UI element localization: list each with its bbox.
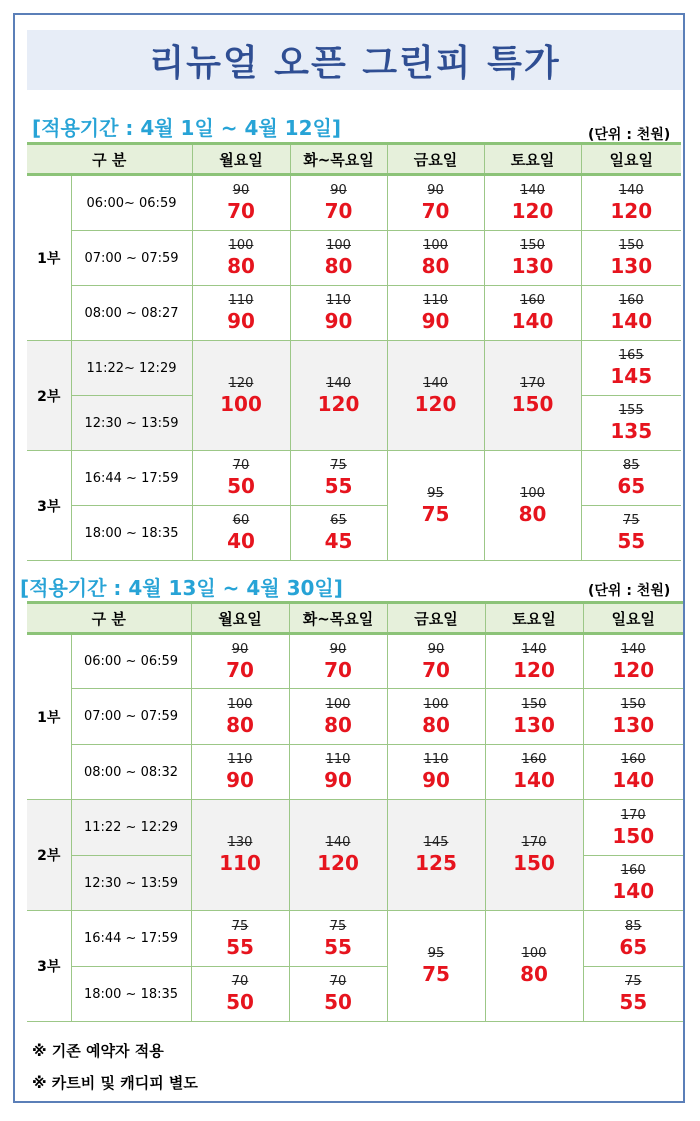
new-price: 90 (226, 768, 254, 792)
price-cell (583, 800, 683, 856)
new-price: 140 (513, 768, 555, 792)
old-price: 60 (232, 513, 250, 528)
new-price: 55 (617, 529, 646, 553)
price-cell (581, 451, 681, 506)
new-price: 80 (518, 501, 547, 526)
price-cell (290, 506, 387, 561)
price-cell (484, 451, 581, 561)
old-price: 90 (330, 183, 347, 198)
price-cell (581, 341, 681, 396)
price-cell (290, 286, 387, 341)
old-price: 100 (521, 946, 547, 961)
old-price: 100 (423, 238, 448, 253)
new-price: 80 (324, 254, 353, 278)
price-cell (485, 689, 583, 745)
new-price: 80 (324, 712, 352, 737)
new-price: 65 (617, 474, 646, 498)
price-cell (289, 800, 387, 911)
old-price: 140 (520, 183, 545, 198)
header-sun: 일요일 (581, 144, 681, 175)
table-row (27, 175, 681, 231)
new-price: 90 (421, 309, 450, 333)
price-cell (484, 175, 581, 231)
new-price: 55 (226, 934, 254, 959)
old-price: 110 (228, 293, 254, 308)
price-cell (583, 967, 683, 1022)
price-cell (290, 175, 387, 231)
new-price: 150 (513, 851, 555, 875)
new-price: 140 (612, 768, 655, 792)
old-price: 110 (423, 752, 449, 767)
header-fri: 금요일 (387, 144, 484, 175)
table-row (27, 967, 683, 1022)
table-row (27, 911, 683, 967)
new-price: 140 (511, 309, 554, 333)
new-price: 50 (226, 990, 254, 1014)
old-price: 170 (521, 835, 547, 850)
old-price: 160 (620, 752, 646, 767)
price-cell (485, 800, 583, 911)
old-price: 120 (228, 375, 254, 391)
price-cell (191, 634, 289, 689)
header-mon: 월요일 (192, 144, 290, 175)
price-cell (387, 451, 484, 561)
price-cell (192, 231, 290, 286)
price-cell (583, 911, 683, 967)
old-price: 75 (622, 513, 640, 528)
new-price: 80 (421, 254, 450, 278)
price-cell (581, 396, 681, 451)
old-price: 90 (329, 641, 347, 657)
old-price: 90 (427, 641, 445, 657)
new-price: 130 (610, 254, 653, 278)
old-price: 140 (326, 375, 351, 391)
price-cell (581, 286, 681, 341)
old-price: 70 (329, 974, 347, 989)
new-price: 130 (513, 712, 555, 737)
table-row (27, 745, 683, 800)
new-price: 70 (324, 199, 353, 223)
time-slot: 07:00 ~ 07:59 (71, 231, 192, 286)
price-cell (191, 745, 289, 800)
new-price: 90 (324, 309, 353, 333)
new-price: 70 (324, 657, 352, 682)
new-price: 90 (422, 768, 450, 792)
new-price: 80 (422, 712, 450, 737)
time-slot: 16:44 ~ 17:59 (71, 911, 191, 967)
new-price: 75 (421, 501, 450, 526)
title-banner (27, 30, 683, 90)
old-price: 100 (423, 696, 449, 712)
old-price: 140 (521, 641, 547, 657)
price-cell (192, 506, 290, 561)
new-price: 120 (317, 851, 359, 875)
old-price: 160 (620, 863, 646, 878)
table-row (27, 451, 681, 506)
old-price: 75 (624, 974, 642, 989)
price-cell (583, 634, 683, 689)
old-price: 100 (228, 238, 254, 253)
unit-label-1: (단위 : 천원) (588, 127, 671, 143)
header-category: 구 분 (27, 144, 192, 175)
price-cell (192, 175, 290, 231)
header-sat: 토요일 (484, 144, 581, 175)
new-price: 125 (415, 851, 457, 875)
price-cell (387, 911, 485, 1022)
old-price: 150 (521, 696, 547, 712)
period-1: [적용기간 : 4월 1일 ~ 4월 12일] (32, 116, 341, 140)
price-cell (583, 689, 683, 745)
old-price: 75 (329, 918, 347, 934)
new-price: 90 (324, 768, 352, 792)
new-price: 140 (612, 879, 655, 903)
old-price: 90 (231, 641, 249, 657)
price-cell (387, 634, 485, 689)
old-price: 140 (620, 641, 646, 657)
price-cell (484, 341, 581, 451)
new-price: 120 (612, 657, 655, 682)
price-cell (387, 689, 485, 745)
old-price: 75 (231, 918, 249, 934)
table-row (27, 231, 681, 286)
new-price: 70 (421, 199, 450, 223)
old-price: 150 (620, 696, 646, 712)
new-price: 55 (619, 990, 648, 1014)
table-row (27, 689, 683, 745)
new-price: 130 (511, 254, 554, 278)
part-label: 1부 (27, 175, 71, 341)
old-price: 165 (618, 348, 644, 363)
time-slot: 11:22~ 12:29 (71, 341, 192, 396)
new-price: 70 (226, 657, 254, 682)
price-cell (192, 286, 290, 341)
new-price: 80 (227, 254, 255, 278)
new-price: 150 (612, 823, 655, 848)
old-price: 110 (326, 293, 351, 308)
time-slot: 08:00 ~ 08:32 (71, 745, 191, 800)
time-slot: 06:00 ~ 06:59 (71, 634, 191, 689)
old-price: 100 (227, 696, 253, 712)
time-slot: 18:00 ~ 18:35 (71, 506, 192, 561)
price-cell (387, 175, 484, 231)
old-price: 90 (232, 183, 250, 198)
new-price: 55 (324, 934, 352, 959)
new-price: 90 (227, 309, 255, 333)
part-label: 2부 (27, 800, 71, 911)
old-price: 95 (427, 485, 444, 501)
old-price: 140 (618, 183, 644, 198)
new-price: 120 (511, 199, 554, 223)
new-price: 75 (422, 962, 450, 986)
old-price: 100 (326, 238, 351, 253)
new-price: 70 (227, 199, 255, 223)
price-cell (583, 856, 683, 911)
price-cell (581, 231, 681, 286)
price-cell (191, 911, 289, 967)
part-label: 2부 (27, 341, 71, 451)
price-cell (289, 634, 387, 689)
old-price: 90 (427, 183, 444, 198)
header-mon: 월요일 (191, 603, 289, 634)
old-price: 85 (622, 458, 640, 473)
price-cell (289, 745, 387, 800)
table-row (27, 286, 681, 341)
time-slot: 11:22 ~ 12:29 (71, 800, 191, 856)
time-slot: 12:30 ~ 13:59 (71, 396, 192, 451)
old-price: 155 (618, 403, 644, 418)
header-fri: 금요일 (387, 603, 485, 634)
old-price: 140 (423, 375, 448, 391)
price-cell (484, 231, 581, 286)
time-slot: 16:44 ~ 17:59 (71, 451, 192, 506)
new-price: 50 (227, 474, 255, 498)
new-price: 50 (324, 990, 352, 1014)
new-price: 130 (612, 712, 655, 737)
new-price: 140 (610, 309, 653, 333)
table-row (27, 506, 681, 561)
old-price: 70 (231, 974, 249, 989)
price-cell (192, 451, 290, 506)
new-price: 80 (520, 962, 548, 986)
old-price: 110 (325, 752, 351, 767)
new-price: 110 (219, 851, 261, 875)
old-price: 110 (423, 293, 448, 308)
price-cell (192, 341, 290, 451)
price-cell (484, 286, 581, 341)
old-price: 160 (521, 752, 547, 767)
unit-label-2: (단위 : 천원) (588, 583, 671, 599)
time-slot: 06:00~ 06:59 (71, 175, 192, 231)
old-price: 110 (227, 752, 253, 767)
old-price: 160 (618, 293, 644, 308)
price-cell (289, 911, 387, 967)
price-cell (583, 745, 683, 800)
old-price: 100 (520, 485, 545, 501)
header-tue-thu: 화~목요일 (290, 144, 387, 175)
period-2: [적용기간 : 4월 13일 ~ 4월 30일] (20, 576, 343, 600)
table-row (27, 634, 683, 689)
price-table-1 (27, 142, 681, 561)
old-price: 65 (330, 513, 347, 528)
price-cell (290, 451, 387, 506)
time-slot: 18:00 ~ 18:35 (71, 967, 191, 1022)
time-slot: 12:30 ~ 13:59 (71, 856, 191, 911)
new-price: 120 (513, 657, 555, 682)
price-cell (387, 800, 485, 911)
header-sat: 토요일 (485, 603, 583, 634)
new-price: 120 (414, 391, 457, 416)
price-cell (387, 341, 484, 451)
old-price: 130 (227, 835, 253, 850)
header-sun: 일요일 (583, 603, 683, 634)
new-price: 80 (226, 712, 254, 737)
part-label: 3부 (27, 451, 71, 561)
time-slot: 08:00 ~ 08:27 (71, 286, 192, 341)
new-price: 135 (610, 419, 653, 443)
part-label: 3부 (27, 911, 71, 1022)
new-price: 100 (220, 391, 262, 416)
new-price: 45 (324, 529, 353, 553)
old-price: 170 (620, 807, 646, 823)
price-cell (289, 689, 387, 745)
price-cell (485, 911, 583, 1022)
price-cell (581, 506, 681, 561)
price-cell (289, 967, 387, 1022)
price-cell (290, 341, 387, 451)
new-price: 120 (610, 199, 653, 223)
table-header-row (27, 603, 683, 634)
price-cell (581, 175, 681, 231)
table-header-row (27, 144, 681, 175)
time-slot: 07:00 ~ 07:59 (71, 689, 191, 745)
note-existing-reservation: ※ 기존 예약자 적용 (32, 1042, 164, 1060)
old-price: 145 (423, 835, 449, 850)
price-cell (191, 800, 289, 911)
header-tue-thu: 화~목요일 (289, 603, 387, 634)
old-price: 75 (330, 458, 347, 473)
old-price: 85 (624, 918, 642, 934)
old-price: 150 (618, 238, 644, 253)
new-price: 145 (610, 364, 653, 388)
new-price: 55 (324, 474, 353, 498)
price-cell (387, 286, 484, 341)
price-table-2 (27, 601, 683, 1022)
price-cell (485, 634, 583, 689)
new-price: 70 (422, 657, 450, 682)
price-cell (191, 689, 289, 745)
note-cart-caddie-fee: ※ 카트비 및 캐디피 별도 (32, 1074, 198, 1092)
part-label: 1부 (27, 634, 71, 800)
page-title: 리뉴얼 오픈 그린피 특가 (149, 42, 561, 84)
price-cell (387, 745, 485, 800)
price-cell (290, 231, 387, 286)
old-price: 170 (520, 375, 545, 391)
old-price: 95 (427, 946, 445, 961)
old-price: 160 (520, 293, 545, 308)
price-cell (485, 745, 583, 800)
price-cell (387, 231, 484, 286)
price-cell (191, 967, 289, 1022)
table-row (27, 800, 683, 856)
new-price: 40 (227, 529, 255, 553)
old-price: 100 (325, 696, 351, 712)
new-price: 120 (317, 391, 360, 416)
new-price: 65 (619, 934, 648, 959)
old-price: 150 (520, 238, 545, 253)
old-price: 140 (325, 835, 351, 850)
new-price: 150 (511, 391, 554, 416)
header-category: 구 분 (27, 603, 191, 634)
old-price: 70 (232, 458, 250, 473)
table-row (27, 341, 681, 396)
